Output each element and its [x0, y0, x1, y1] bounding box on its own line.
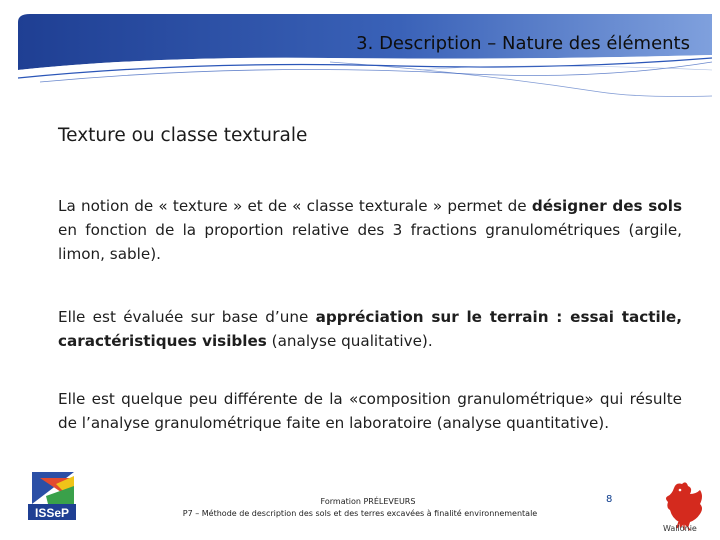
- slide-title: 3. Description – Nature des éléments: [356, 33, 690, 54]
- footer-line-1: Formation PRÉLEVEURS: [320, 497, 416, 506]
- svg-text:ISSeP: ISSeP: [34, 506, 70, 520]
- page-number: 8: [606, 494, 613, 505]
- paragraph-1-text-b: en fonction de la proportion relative des 3 fractions granulométriques (argile, limon, sable).: [58, 221, 682, 263]
- wallonie-label: Wallonie: [663, 524, 697, 533]
- paragraph-2: [58, 305, 682, 353]
- paragraph-1: [58, 194, 682, 266]
- footer-line-2: P7 – Méthode de description des sols et des terres excavées à finalité environnementale: [182, 509, 538, 518]
- paragraph-2-text-a: Elle est évaluée sur base d’une: [58, 308, 316, 326]
- paragraph-2-text-b: (analyse qualitative).: [266, 332, 433, 350]
- paragraph-2-bold: appréciation sur le terrain : essai tactile, caractéristiques visibles: [58, 308, 682, 350]
- paragraph-3: [58, 387, 682, 435]
- paragraph-1-bold: désigner des sols: [531, 197, 682, 215]
- section-heading: Texture ou classe texturale: [58, 125, 308, 146]
- paragraph-3-text: Elle est quelque peu différente de la «composition granulométrique» qui résulte de l’analyse granulométrique faite en laboratoire (analyse quantitative).: [58, 390, 682, 432]
- paragraph-1-text-a: La notion de « texture » et de « classe texturale » permet de: [58, 197, 532, 215]
